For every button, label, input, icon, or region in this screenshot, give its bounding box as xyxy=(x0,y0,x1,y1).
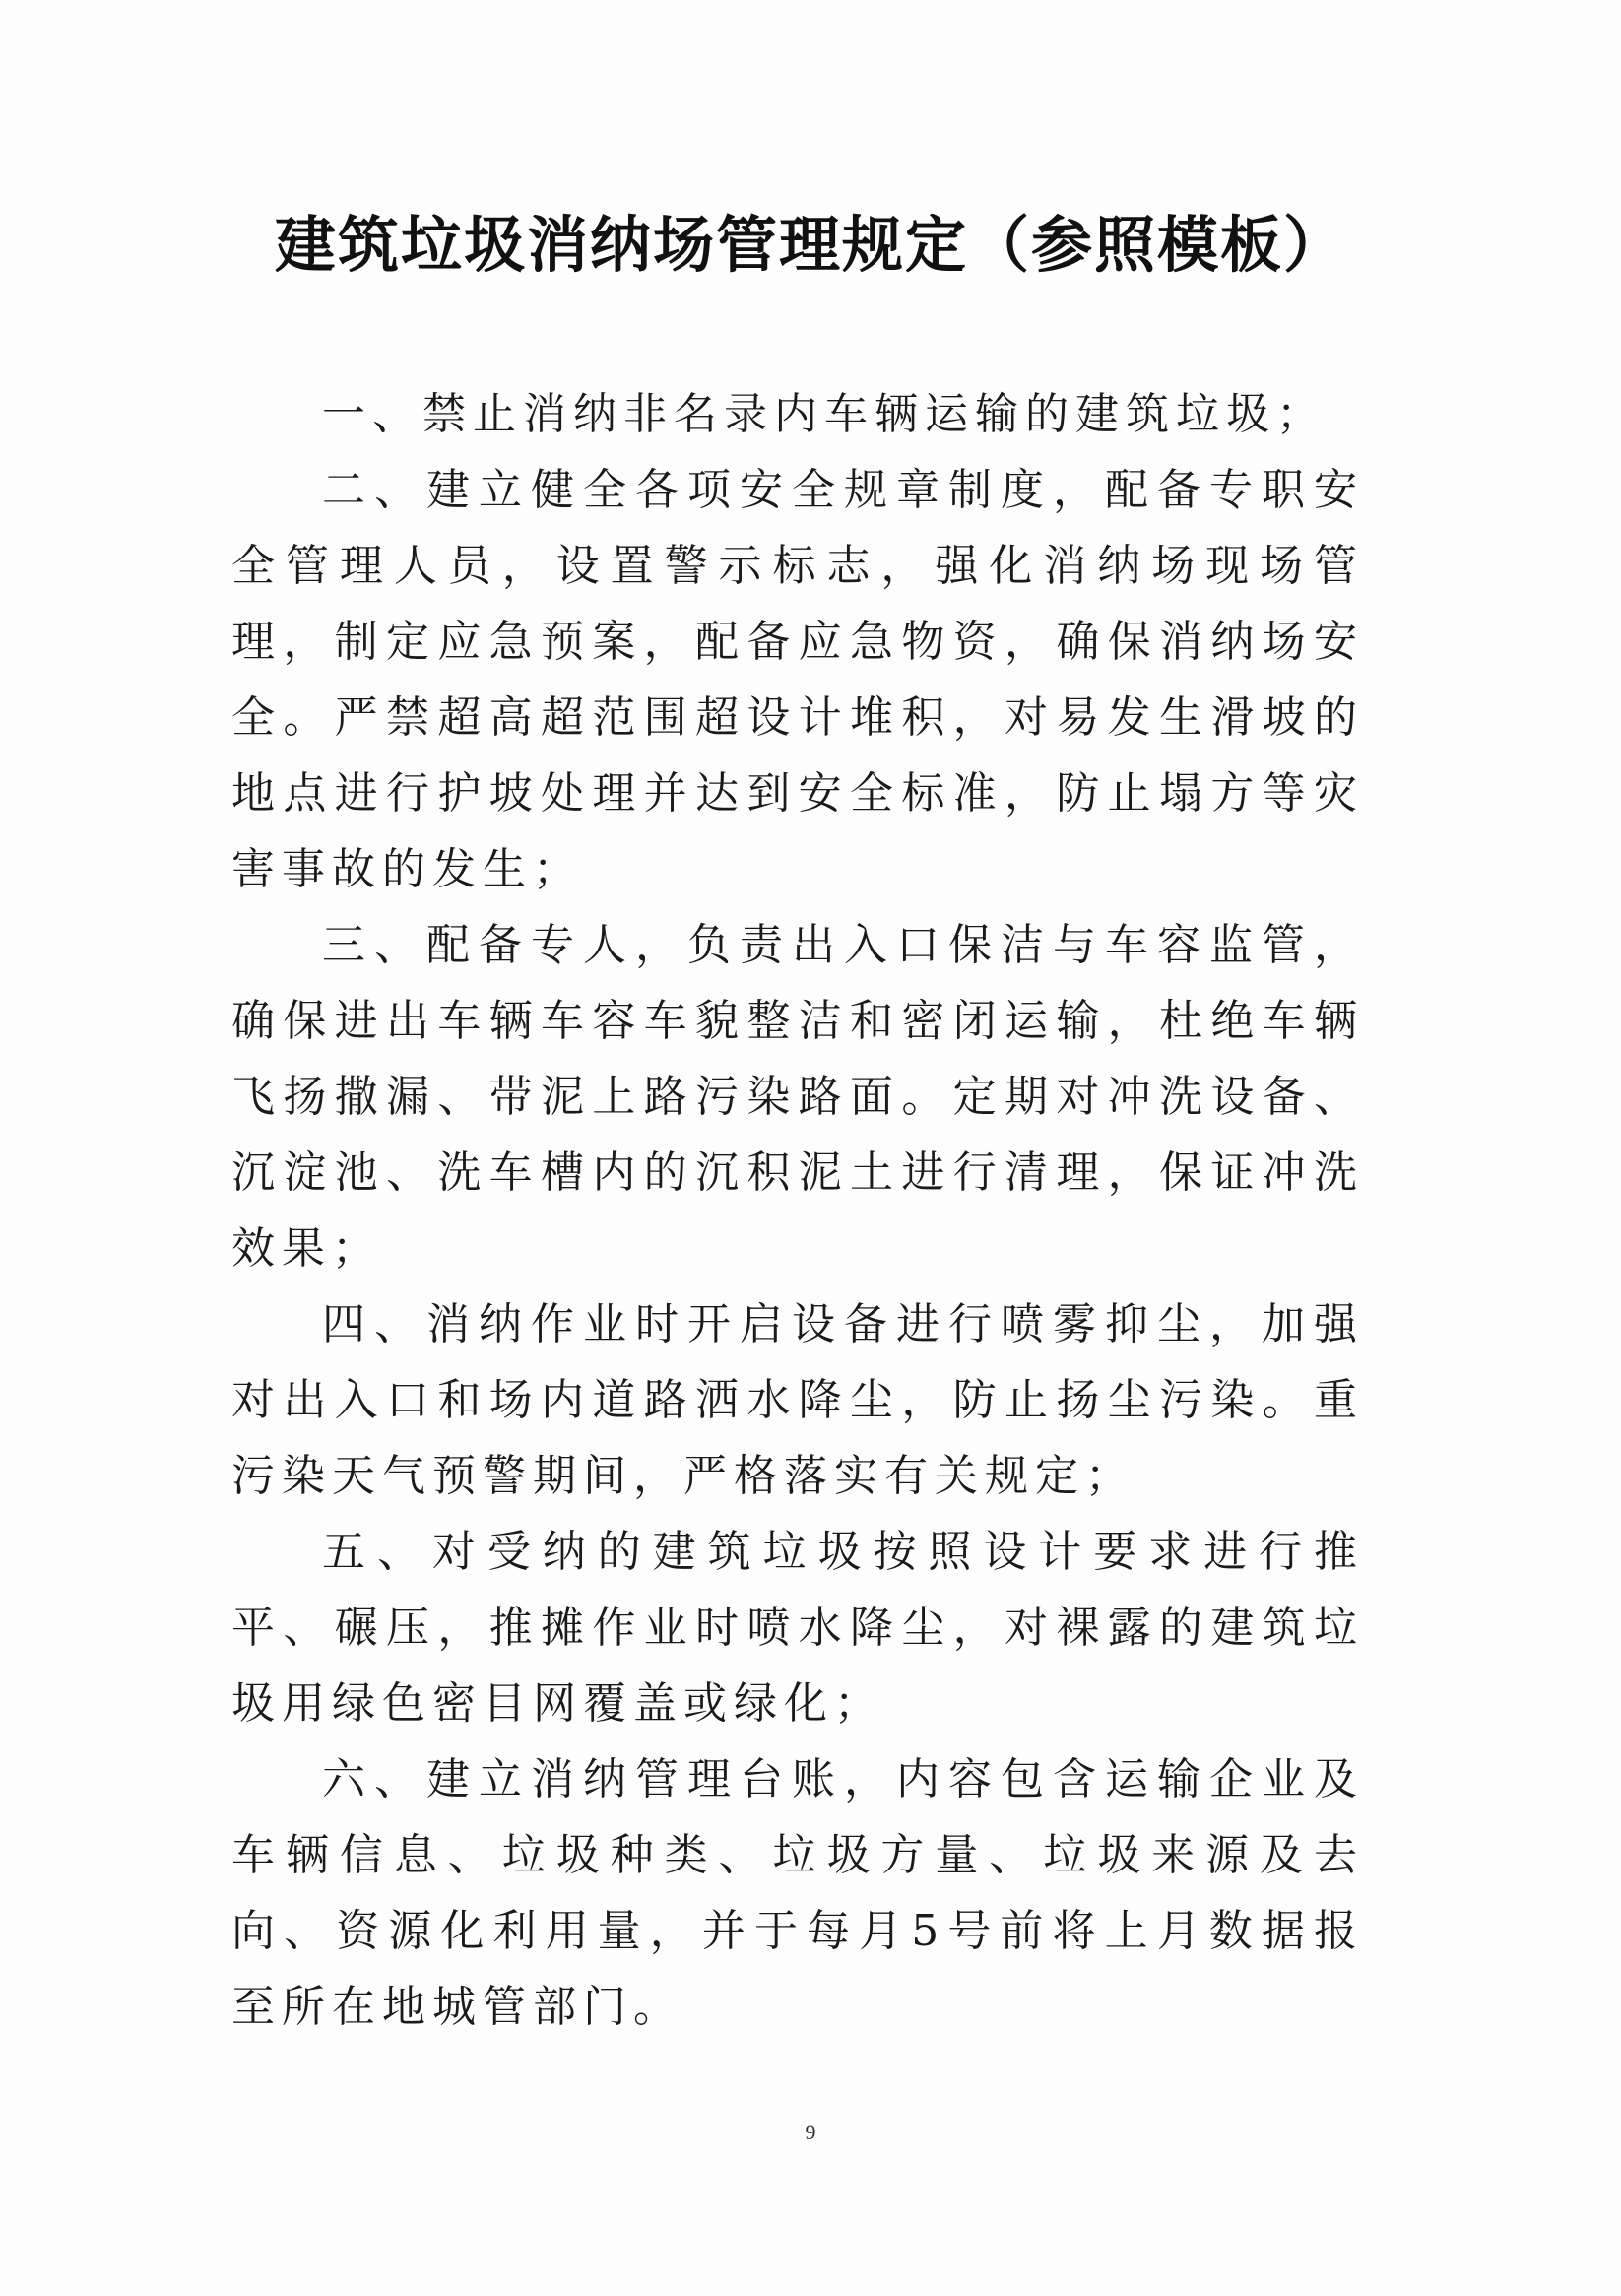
paragraph-6: 六、建立消纳管理台账，内容包含运输企业及车辆信息、垃圾种类、垃圾方量、垃圾来源及去向、资源化利用量，并于每月5号前将上月数据报至所在地城管部门。 xyxy=(231,1754,1364,2032)
paragraph-5: 五、对受纳的建筑垃圾按照设计要求进行推平、碾压，推摊作业时喷水降尘，对裸露的建筑垃圾用绿色密目网覆盖或绿化； xyxy=(231,1527,1364,1729)
page-number: 9 xyxy=(805,2120,816,2144)
document-body xyxy=(231,376,1364,2045)
paragraph-1: 一、禁止消纳非名录内车辆运输的建筑垃圾； xyxy=(322,389,1327,439)
document-title: 建筑垃圾消纳场管理规定（参照模板） xyxy=(274,209,1346,281)
paragraph-2: 二、建立健全各项安全规章制度，配备专职安全管理人员，设置警示标志，强化消纳场现场管理，制定应急预案，配备应急物资，确保消纳场安全。严禁超高超范围超设计堆积，对易发生滑坡的地点进行护坡处理并达到安全标准，防止塌方等灾害事故的发生； xyxy=(231,465,1364,894)
paragraph-3: 三、配备专人，负责出入口保洁与车容监管，确保进出车辆车容车貌整洁和密闭运输，杜绝车辆飞扬撒漏、带泥上路污染路面。定期对冲洗设备、沉淀池、洗车槽内的沉积泥土进行清理，保证冲洗效果； xyxy=(231,920,1364,1274)
paragraph-4: 四、消纳作业时开启设备进行喷雾抑尘，加强对出入口和场内道路洒水降尘，防止扬尘污染。重污染天气预警期间，严格落实有关规定； xyxy=(231,1299,1364,1501)
